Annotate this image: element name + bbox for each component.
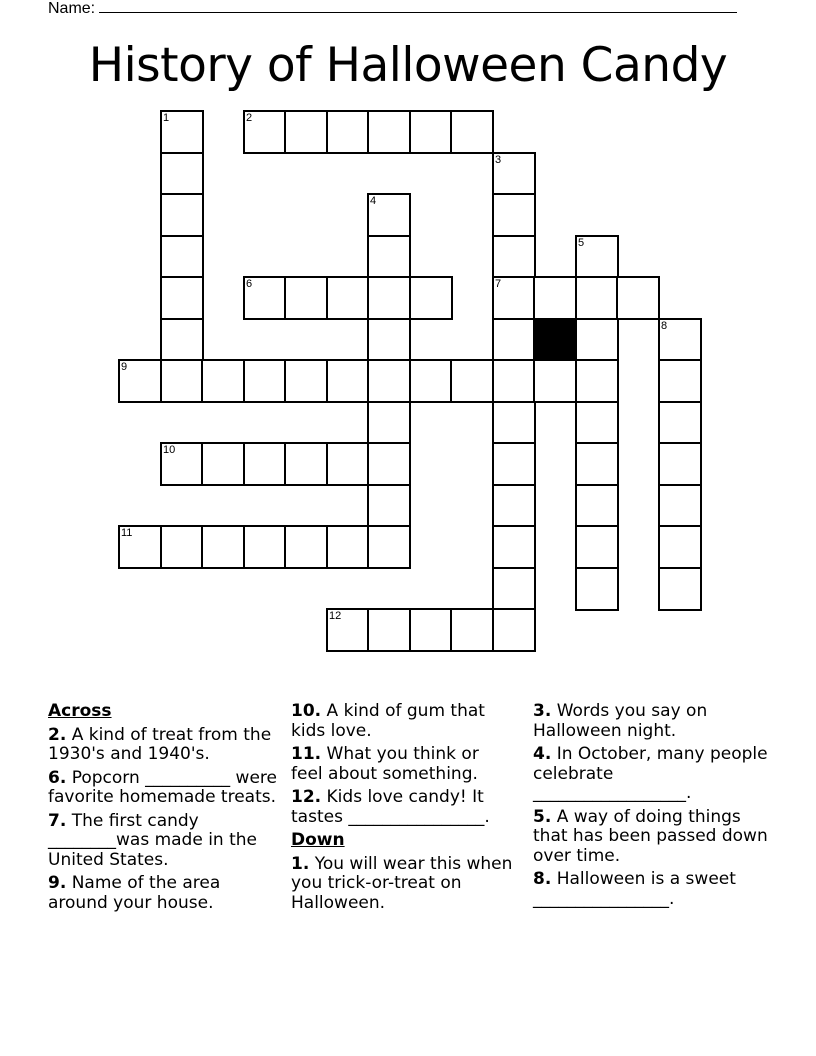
- crossword-cell[interactable]: [492, 525, 536, 569]
- crossword-cell[interactable]: [450, 608, 494, 652]
- cell-number: 9: [121, 361, 128, 373]
- crossword-cell[interactable]: [575, 276, 619, 320]
- crossword-cell[interactable]: [367, 484, 411, 528]
- cell-number: 6: [246, 278, 253, 290]
- crossword-cell[interactable]: [367, 318, 411, 362]
- crossword-cell[interactable]: [201, 442, 245, 486]
- clue-across-10: [291, 702, 513, 741]
- crossword-cell[interactable]: [575, 567, 619, 611]
- cell-number: 2: [246, 112, 253, 124]
- clue-text: You will wear this when you trick-or-treat on Halloween.: [291, 853, 513, 913]
- crossword-cell[interactable]: [575, 401, 619, 445]
- crossword-cell[interactable]: [160, 359, 204, 403]
- crossword-cell[interactable]: [160, 152, 204, 196]
- crossword-cell[interactable]: [492, 401, 536, 445]
- crossword-cell[interactable]: [492, 442, 536, 486]
- cell-number: 1: [163, 112, 170, 124]
- crossword-cell[interactable]: [243, 276, 287, 320]
- crossword-cell[interactable]: [492, 235, 536, 279]
- crossword-cell[interactable]: [326, 442, 370, 486]
- crossword-cell[interactable]: [492, 318, 536, 362]
- crossword-cell[interactable]: [284, 359, 328, 403]
- crossword-cell[interactable]: [575, 442, 619, 486]
- crossword-cell[interactable]: [658, 359, 702, 403]
- clue-text: The first candy ________was made in the United States.: [48, 810, 258, 870]
- clues-column-2: [291, 702, 513, 917]
- crossword-cell[interactable]: [118, 525, 162, 569]
- clue-across-2: [48, 726, 280, 765]
- crossword-cell[interactable]: [492, 608, 536, 652]
- cell-number: 12: [329, 610, 342, 622]
- crossword-cell[interactable]: [409, 608, 453, 652]
- clue-down-4: [533, 745, 773, 804]
- crossword-cell[interactable]: [492, 276, 536, 320]
- crossword-cell[interactable]: [326, 110, 370, 154]
- clue-across-9: [48, 874, 280, 913]
- crossword-cell[interactable]: [367, 193, 411, 237]
- clue-text: A way of doing things that has been passed down over time.: [533, 806, 768, 866]
- crossword-cell[interactable]: [409, 276, 453, 320]
- crossword-cell[interactable]: [326, 525, 370, 569]
- crossword-cell[interactable]: [492, 567, 536, 611]
- crossword-cell[interactable]: [367, 608, 411, 652]
- crossword-cell[interactable]: [284, 276, 328, 320]
- crossword-cell[interactable]: [367, 110, 411, 154]
- crossword-cell[interactable]: [243, 359, 287, 403]
- name-field[interactable]: [48, 0, 748, 18]
- crossword-cell[interactable]: [367, 276, 411, 320]
- clue-text: Kids love candy! It tastes ________________.: [291, 787, 490, 827]
- crossword-cell[interactable]: [492, 359, 536, 403]
- crossword-cell[interactable]: [160, 110, 204, 154]
- cell-number: 4: [370, 195, 377, 207]
- crossword-cell[interactable]: [616, 276, 660, 320]
- name-underline[interactable]: [99, 0, 737, 13]
- crossword-cell[interactable]: [575, 235, 619, 279]
- name-label: Name:: [48, 0, 96, 17]
- crossword-cell[interactable]: [284, 442, 328, 486]
- crossword-cell[interactable]: [326, 359, 370, 403]
- clue-text: What you think or feel about something.: [291, 744, 479, 784]
- crossword-cell[interactable]: [575, 484, 619, 528]
- crossword-cell[interactable]: [658, 442, 702, 486]
- crossword-cell[interactable]: [658, 525, 702, 569]
- cell-number: 10: [163, 444, 176, 456]
- crossword-cell[interactable]: [367, 235, 411, 279]
- cell-number: 5: [578, 237, 585, 249]
- across-heading: Across: [48, 701, 112, 721]
- clue-number: 3.: [533, 701, 552, 721]
- cell-number: 8: [661, 320, 668, 332]
- crossword-cell[interactable]: [284, 110, 328, 154]
- crossword-cell[interactable]: [367, 359, 411, 403]
- clue-text: A kind of treat from the 1930's and 1940's.: [48, 724, 272, 764]
- clue-number: 7.: [48, 810, 67, 831]
- down-heading: Down: [291, 830, 345, 850]
- clue-number: 1.: [291, 853, 310, 874]
- clue-number: 9.: [48, 873, 67, 893]
- crossword-cell[interactable]: [409, 359, 453, 403]
- clue-number: 10.: [291, 701, 322, 721]
- crossword-cell[interactable]: [533, 276, 577, 320]
- clue-across-12: [291, 788, 513, 827]
- crossword-cell[interactable]: [409, 110, 453, 154]
- clue-down-3: [533, 702, 773, 741]
- crossword-cell[interactable]: [658, 401, 702, 445]
- crossword-cell[interactable]: [575, 359, 619, 403]
- clue-across-11: [291, 745, 513, 784]
- crossword-cell[interactable]: [326, 608, 370, 652]
- clue-number: 6.: [48, 767, 67, 788]
- crossword-cell[interactable]: [160, 276, 204, 320]
- clue-across-6: [48, 769, 280, 808]
- cell-number: 7: [495, 278, 502, 290]
- crossword-cell[interactable]: [243, 110, 287, 154]
- crossword-cell[interactable]: [243, 525, 287, 569]
- crossword-cell[interactable]: [492, 193, 536, 237]
- crossword-cell[interactable]: [367, 401, 411, 445]
- crossword-cell[interactable]: [575, 318, 619, 362]
- crossword-cell[interactable]: [658, 318, 702, 362]
- crossword-cell[interactable]: [326, 276, 370, 320]
- clue-across-7: [48, 812, 280, 871]
- clue-number: 8.: [533, 869, 552, 889]
- crossword-cell[interactable]: [367, 525, 411, 569]
- crossword-cell[interactable]: [160, 525, 204, 569]
- crossword-cell[interactable]: [160, 193, 204, 237]
- clue-number: 2.: [48, 724, 67, 745]
- crossword-cell[interactable]: [658, 567, 702, 611]
- clue-number: 11.: [291, 744, 322, 764]
- clues-column-1: [48, 702, 280, 917]
- crossword-cell[interactable]: [118, 359, 162, 403]
- crossword-cell[interactable]: [450, 110, 494, 154]
- cell-number: 11: [121, 527, 133, 539]
- clue-down-5: [533, 808, 773, 867]
- clue-number: 5.: [533, 806, 552, 827]
- clue-number: 4.: [533, 744, 552, 764]
- crossword-cell[interactable]: [492, 152, 536, 196]
- crossword-cell[interactable]: [243, 442, 287, 486]
- crossword-cell[interactable]: [160, 318, 204, 362]
- crossword-cell[interactable]: [492, 484, 536, 528]
- crossword-cell[interactable]: [160, 235, 204, 279]
- crossword-cell[interactable]: [201, 525, 245, 569]
- clue-text: Halloween is a sweet ________________.: [533, 869, 736, 909]
- clue-text: A kind of gum that kids love.: [291, 701, 485, 741]
- clue-text: Words you say on Halloween night.: [533, 701, 708, 741]
- crossword-cell[interactable]: [201, 359, 245, 403]
- clue-text: In October, many people celebrate __________________.: [533, 744, 768, 803]
- clues-column-3: [533, 702, 773, 913]
- cell-number: 3: [495, 154, 502, 166]
- clue-down-1: [291, 855, 513, 914]
- crossword-cell[interactable]: [367, 442, 411, 486]
- crossword-cell[interactable]: [533, 359, 577, 403]
- crossword-cell[interactable]: [575, 525, 619, 569]
- crossword-cell[interactable]: [284, 525, 328, 569]
- crossword-cell[interactable]: [658, 484, 702, 528]
- page-title: History of Halloween Candy: [88, 38, 728, 93]
- crossword-block: [533, 318, 577, 362]
- clue-down-8: [533, 870, 773, 909]
- crossword-cell[interactable]: [160, 442, 204, 486]
- crossword-cell[interactable]: [450, 359, 494, 403]
- clue-number: 12.: [291, 787, 322, 807]
- clue-text: Name of the area around your house.: [48, 873, 221, 913]
- clue-text: Popcorn __________ were favorite homemade treats.: [48, 767, 277, 807]
